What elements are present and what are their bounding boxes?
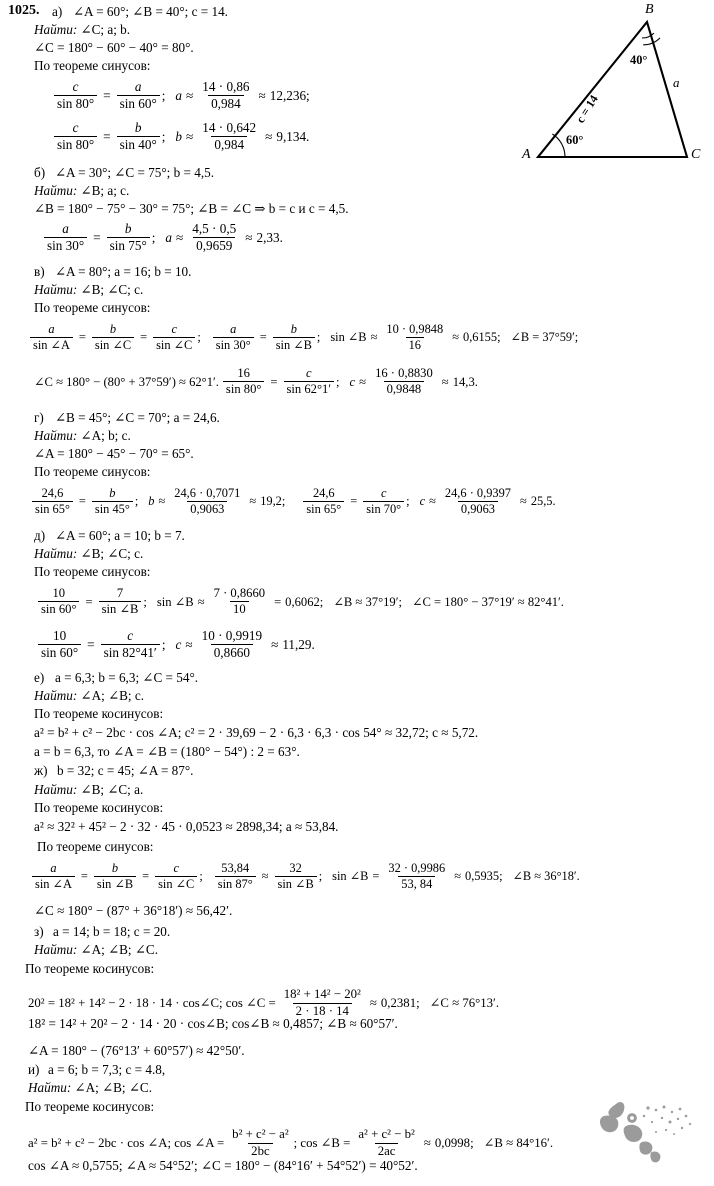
part-zh-cos-thm: По теореме косинусов: [34, 800, 164, 815]
find-label-a: Найти: [34, 22, 78, 37]
part-z-equation-1: 20² = 18² + 14² − 2 · 18 · 14 · cos∠C; cos ∠C = $\frac{\text{18² + 14² − 20²}}{2 \cdot 18 \cdot 14}$ ≈ 0,2381; ∠C ≈ 76°13′. [28, 987, 500, 1018]
part-b-find-row [34, 184, 129, 197]
find-values-i: ∠A; ∠B; ∠C. [74, 1080, 153, 1095]
fraction-b-value: $\frac{14 \cdot 0,642}{0,984}$ [202, 120, 257, 152]
find-values-v: ∠B; ∠C; c. [80, 282, 144, 297]
part-v-given: ∠A = 80°; a = 16; b = 10. [55, 264, 192, 279]
fraction-c-sin80-1: $\frac{c}{\sin 80^\circ}$ [54, 80, 97, 111]
part-v-equation-1: $\frac{a}{\sin \angle A}$ = $\frac{b}{\sin \angle C}$ = $\frac{c}{\sin \angle C}$ ; $\frac{a}{\sin 30^\circ}$ = $\frac{b}{\sin \angle B}$ ; sin ∠B ≈ $\frac{10 \cdot 0,9848}{16}$ ≈ 0,6155; ∠B = 37°59′; [28, 323, 578, 352]
part-d-sine-thm: По теореме синусов: [34, 564, 151, 579]
find-label-b: Найти: [34, 183, 78, 198]
part-e-line-2: a = b = 6,3, то ∠A = ∠B = (180° − 54°) : 2 = 63°. [34, 744, 300, 759]
part-b-letter: б) [34, 165, 46, 180]
triangle-shape [538, 22, 687, 157]
angle-value-a: 60° [566, 133, 584, 147]
part-d-equation-1: $\frac{10}{\sin 60^\circ}$ = $\frac{7}{\sin \angle B}$ ; sin ∠B ≈ $\frac{7 \cdot 0,8660}{10}$ = 0,6062; ∠B ≈ 37°19′; ∠C = 180° − 37°19′ ≈ 82°41′. [36, 587, 564, 617]
part-e-line-1: a² = b² + c² − 2bc · cos ∠A; c² = 2 · 39,69 − 2 · 6,3 · 6,3 · cos 54° ≈ 32,72; c ≈ 5,72. [34, 725, 479, 740]
part-g-sine-thm: По теореме синусов: [34, 464, 151, 479]
side-label-a: a [673, 75, 680, 90]
part-g-equation: $\frac{24,6}{\sin 65^\circ}$ = $\frac{b}{\sin 45^\circ}$ ; b ≈ $\frac{24,6 \cdot 0,7071}{0,9063}$ ≈ 19,2; $\frac{24,6}{\sin 65^\circ}$ = $\frac{c}{\sin 70^\circ}$ ; c ≈ $\frac{24,6 \cdot 0,9397}{0,9063}$ ≈ 25,5. [30, 487, 556, 516]
part-d-equation-2: $\frac{10}{\sin 60^\circ}$ = $\frac{c}{\sin 82^\circ 41'}$ ; c ≈ $\frac{10 \cdot 0,9919}{0,8660}$ ≈ 11,29. [36, 629, 315, 660]
find-values-g: ∠A; b; c. [80, 428, 131, 443]
part-g-letter: г) [34, 410, 44, 425]
part-b-angle-b: ∠B = 180° − 75° − 30° = 75°; ∠B = ∠C ⇒ b = c и c = 4,5. [34, 201, 349, 216]
part-z-line-2: 18² = 14² + 20² − 2 · 14 · 20 · cos∠B; cos∠B ≈ 0,4857; ∠B ≈ 60°57′. [28, 1016, 398, 1031]
part-a-angle-c: ∠C = 180° − 60° − 40° = 80°. [34, 40, 194, 55]
fraction-a-sin60: $\frac{a}{\sin 60^\circ}$ [117, 80, 160, 111]
part-v-equation-2: ∠C ≈ 180° − (80° + 37°59′) ≈ 62°1′. $\frac{16}{\sin 80^\circ}$ = $\frac{c}{\sin 62^\circ 1'}$ ; c ≈ $\frac{16 \cdot 0,8830}{0,9848}$ ≈ 14,3. [34, 366, 478, 397]
scan-smudge-artifact [596, 1098, 714, 1168]
part-i-letter: и) [28, 1062, 40, 1077]
vertex-label-a: A [522, 147, 531, 162]
part-a-sine-thm: По теореме синусов: [34, 58, 151, 73]
part-e-letter: е) [34, 670, 45, 685]
part-zh-find-row [34, 783, 143, 796]
part-a-find-row [34, 23, 130, 36]
find-values-a: ∠C; a; b. [80, 22, 131, 37]
part-d-letter: д) [34, 528, 46, 543]
find-label-d: Найти: [34, 546, 78, 561]
part-zh-letter: ж) [34, 763, 48, 778]
vertex-label-c: C [691, 147, 701, 162]
part-i-cos-thm: По теореме косинусов: [25, 1099, 155, 1114]
part-d-given: ∠A = 60°; a = 10; b = 7. [55, 528, 185, 543]
angle-value-b: 40° [630, 53, 648, 67]
part-b-given: ∠A = 30°; ∠C = 75°; b = 4,5. [55, 165, 215, 180]
side-label-c: c = 14 [573, 92, 601, 126]
find-values-e: ∠A; ∠B; c. [80, 688, 145, 703]
fraction-b-sin40: $\frac{b}{\sin 40^\circ}$ [117, 121, 160, 152]
part-z-letter: з) [34, 924, 44, 939]
part-i-line-2: cos ∠A ≈ 0,5755; ∠A ≈ 54°52′; ∠C = 180° − (84°16′ + 54°52′) = 40°52′. [28, 1158, 418, 1173]
part-g-given: ∠B = 45°; ∠C = 70°; a = 24,6. [55, 410, 220, 425]
problem-number: 1025. [8, 3, 40, 18]
fraction-a-value: $\frac{14 \cdot 0,86}{0,984}$ [202, 79, 250, 111]
part-a-equation-1: $\frac{c}{\sin 80^\circ}$ = $\frac{a}{\sin 60^\circ}$ ; a ≈ $\frac{14 \cdot 0,86}{0,984}$ ≈ 12,236; [52, 80, 310, 111]
part-a-letter: а) [52, 4, 63, 19]
part-e-find-row [34, 689, 144, 702]
find-label-v: Найти: [34, 282, 78, 297]
find-values-zh: ∠B; ∠C; a. [80, 782, 144, 797]
part-a-equation-2: $\frac{c}{\sin 80^\circ}$ = $\frac{b}{\sin 40^\circ}$ ; b ≈ $\frac{14 \cdot 0,642}{0,984}$ ≈ 9,134. [52, 121, 309, 152]
part-b-equation: $\frac{a}{\sin 30^\circ}$ = $\frac{b}{\sin 75^\circ}$ ; a ≈ $\frac{4,5 \cdot 0,5}{0,9659}$ ≈ 2,33. [42, 222, 283, 253]
part-z-given: a = 14; b = 18; c = 20. [53, 924, 171, 939]
part-z-line-3: ∠A = 180° − (76°13′ + 60°57′) ≈ 42°50′. [28, 1043, 245, 1058]
fraction-b-sin75: $\frac{b}{\sin 75^\circ}$ [107, 222, 150, 253]
find-values-z: ∠A; ∠B; ∠C. [80, 942, 159, 957]
find-values-b: ∠B; a; c. [80, 183, 130, 198]
triangle-figure [490, 0, 714, 175]
part-zh-equation: $\frac{a}{\sin \angle A}$ = $\frac{b}{\sin \angle B}$ = $\frac{c}{\sin \angle C}$ ; $\frac{53,84}{\sin 87^\circ}$ ≈ $\frac{32}{\sin \angle B}$ ; sin ∠B = $\frac{32 \cdot 0,9986}{53, 84}$ ≈ 0,5935; ∠B ≈ 36°18′. [30, 862, 580, 891]
find-label-i: Найти: [28, 1080, 72, 1095]
vertex-label-b: B [645, 2, 654, 17]
part-i-find-row [28, 1081, 152, 1094]
find-values-d: ∠B; ∠C; c. [80, 546, 144, 561]
find-label-z: Найти: [34, 942, 78, 957]
find-label-g: Найти: [34, 428, 78, 443]
part-zh-angle-c: ∠C ≈ 180° − (87° + 36°18′) ≈ 56,42′. [34, 903, 233, 918]
part-z-find-row [34, 943, 158, 956]
fraction-a-sin30-b: $\frac{a}{\sin 30^\circ}$ [44, 222, 87, 253]
part-v-letter: в) [34, 264, 45, 279]
part-v-find-row [34, 283, 143, 296]
part-v-sine-thm: По теореме синусов: [34, 300, 151, 315]
find-label-e: Найти: [34, 688, 78, 703]
part-a-given: ∠A = 60°; ∠B = 40°; c = 14. [73, 4, 228, 19]
part-zh-line-1: a² ≈ 32² + 45² − 2 · 32 · 45 · 0,0523 ≈ 2898,34; a ≈ 53,84. [34, 819, 339, 834]
part-e-cos-thm: По теореме косинусов: [34, 706, 164, 721]
part-z-cos-thm: По теореме косинусов: [25, 961, 155, 976]
part-i-given: a = 6; b = 7,3; c = 4.8, [48, 1062, 166, 1077]
fraction-c-sin80-2: $\frac{c}{\sin 80^\circ}$ [54, 121, 97, 152]
part-i-equation-1: a² = b² + c² − 2bc · cos ∠A; cos ∠A = $\frac{\text{b² + c² − a²}}{2bc}$ ; cos ∠B = $\frac{\text{a² + c² − b²}}{2ac}$ ≈ 0,0998; ∠B ≈ 84°16′. [28, 1127, 554, 1158]
find-label-zh: Найти: [34, 782, 78, 797]
part-d-find-row [34, 547, 143, 560]
part-zh-sine-thm: По теореме синусов: [37, 839, 154, 854]
part-e-given: a = 6,3; b = 6,3; ∠C = 54°. [55, 670, 199, 685]
part-g-angle-a: ∠A = 180° − 45° − 70° = 65°. [34, 446, 194, 461]
part-g-find-row [34, 429, 131, 442]
part-zh-given: b = 32; c = 45; ∠A = 87°. [57, 763, 194, 778]
fraction-b-result: $\frac{4,5 \cdot 0,5}{0,9659}$ [192, 221, 237, 253]
